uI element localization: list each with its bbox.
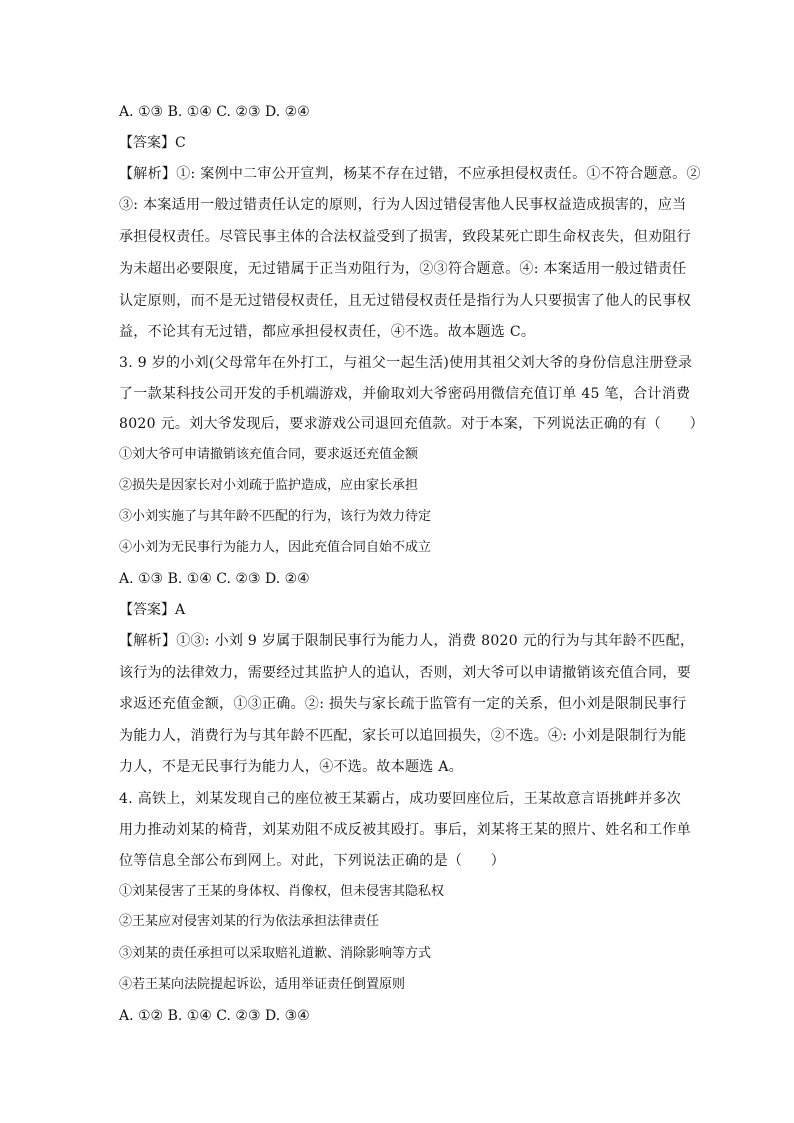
q4-stem-line-1: 4. 高铁上，刘某发现自己的座位被王某霸占，成功要回座位后，王某故意言语挑衅并多次	[119, 791, 682, 807]
q4-stem-line-3: 位等信息全部公布到网上。对此，下列说法正确的是（ ）	[119, 853, 506, 869]
q3-analysis-line-3: 求返还充值金额，①③正确。②: 损失与家长疏于监管有一定的关系，但小刘是限制民事行	[119, 696, 687, 712]
q4-stem-line-2: 用力推动刘某的椅背，刘某劝阻不成反被其殴打。事后，刘某将王某的照片、姓名和工作单	[119, 822, 691, 838]
q2-analysis-line-4: 为未超出必要限度，无过错属于正当劝阻行为，②③符合题意。④: 本案适用一般过错责任	[119, 261, 687, 277]
q3-statement-4: ④小刘为无民事行为能力人，因此充值合同自始不成立	[119, 540, 432, 555]
q3-stem-line-3: 8020 元。刘大爷发现后，要求游戏公司退回充值款。对于本案，下列说法正确的有（ ）	[119, 416, 704, 432]
q3-statement-1: ①刘大爷可申请撤销该充值合同，要求返还充值金额	[119, 447, 419, 462]
q3-options: A. ①③ B. ①④ C. ②③ D. ②④	[119, 571, 310, 587]
q2-options: A. ①③ B. ①④ C. ②③ D. ②④	[119, 104, 310, 120]
q2-answer: 【答案】C	[119, 135, 186, 151]
q2-analysis-line-1: 【解析】①: 案例中二审公开宣判，杨某不存在过错，不应承担侵权责任。①不符合题意。②	[119, 166, 701, 182]
q3-statement-3: ③小刘实施了与其年龄不匹配的行为，该行为效力待定	[119, 509, 432, 524]
q3-analysis-line-2: 该行为的法律效力，需要经过其监护人的追认，否则，刘大爷可以申请撤销该充值合同，要	[119, 665, 691, 681]
q3-analysis-line-1: 【解析】①③: 小刘 9 岁属于限制民事行为能力人，消费 8020 元的行为与其年龄不匹配，	[119, 633, 695, 649]
q2-analysis-line-2: ③: 本案适用一般过错责任认定的原则，行为人因过错侵害他人民事权益造成损害的，应当	[119, 197, 687, 213]
q3-answer: 【答案】A	[119, 602, 186, 618]
q2-analysis-line-6: 益，不论其有无过错，都应承担侵权责任，④不选。故本题选 C。	[119, 324, 536, 340]
q3-stem-line-2: 了一款某科技公司开发的手机端游戏，并偷取刘大爷密码用微信充值订单 45 笔，合计消费	[119, 386, 691, 402]
q4-statement-1: ①刘某侵害了王某的身体权、肖像权，但未侵害其隐私权	[119, 884, 445, 899]
q4-statement-2: ②王某应对侵害刘某的行为依法承担法律责任	[119, 914, 380, 929]
q3-analysis-line-4: 为能力人，消费行为与其年龄不匹配，家长可以追回损失，②不选。④: 小刘是限制行为能	[119, 728, 687, 744]
q2-analysis-line-5: 认定原则，而不是无过错侵权责任，且无过错侵权责任是指行为人只要损害了他人的民事权	[119, 293, 691, 309]
q3-analysis-line-5: 力人，不是无民事行为能力人，④不选。故本题选 A。	[119, 759, 464, 775]
q3-statement-2: ②损失是因家长对小刘疏于监护造成，应由家长承担	[119, 478, 419, 493]
q2-analysis-line-3: 承担侵权责任。尽管民事主体的合法权益受到了损害，致段某死亡即生命权丧失，但劝阻行	[119, 229, 691, 245]
q4-statement-3: ③刘某的责任承担可以采取赔礼道歉、消除影响等方式	[119, 946, 432, 961]
q3-stem-line-1: 3. 9 岁的小刘(父母常年在外打工，与祖父一起生活)使用其祖父刘大爷的身份信息注册登录	[119, 355, 693, 371]
q4-statement-4: ④若王某向法院提起诉讼，适用举证责任倒置原则	[119, 977, 406, 992]
q4-options: A. ①② B. ①④ C. ②③ D. ③④	[119, 1008, 310, 1024]
